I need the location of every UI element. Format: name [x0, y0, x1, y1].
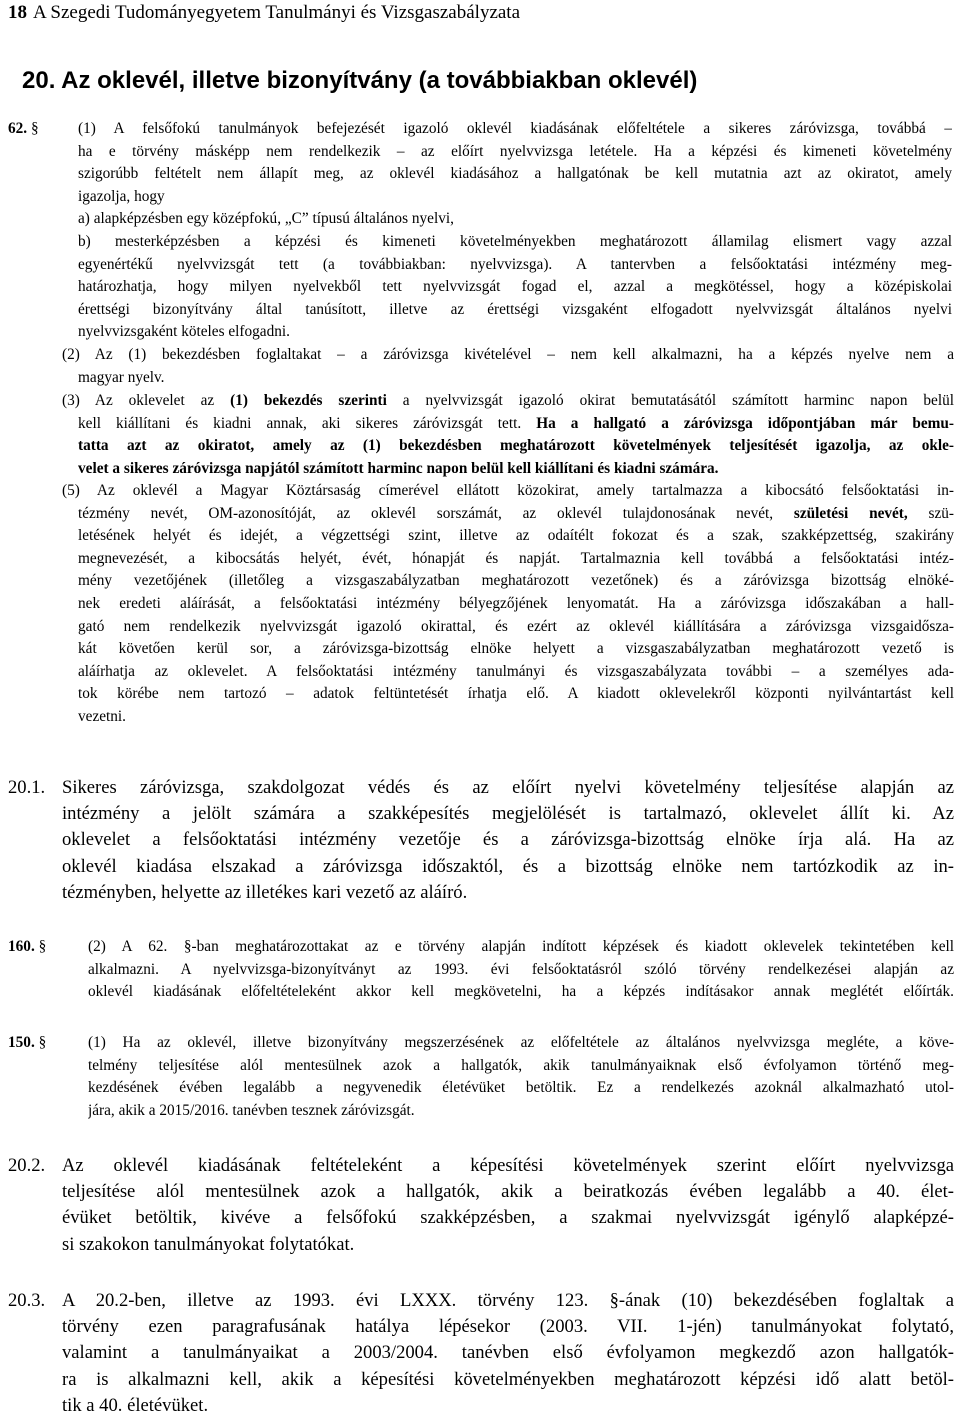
- section-20-2-number: 20.2.: [8, 1155, 46, 1176]
- section-sign-icon: §: [30, 120, 39, 137]
- page-number: 18: [8, 2, 27, 23]
- para-62-subsection-5: (5) Az oklevél a Magyar Köztársaság címerével ellátott közokirat, amely tartalmazza a kibocsátó felsőoktatási in-: [62, 482, 954, 499]
- para-62-subsection-3: (3) Az oklevelet az (1) bekezdés szerinti a nyelvvizsgát igazoló okirat bemutatásától számított harminc napon belül: [62, 392, 954, 409]
- section-sign-icon: §: [38, 938, 47, 955]
- para-62-subsection-2: (2) Az (1) bekezdésben foglaltakat – a záróvizsga kivételével – nem kell alkalmazni, ha a képzés nyelve nem a: [62, 346, 954, 363]
- para-150-body: (1) Ha az oklevél, illetve bizonyítvány megszerzésének az előfeltétele az általános nyelvvizsga megléte, a köve- telmény teljesítése alól mentesülnek azok a hallgatók, akik tanulmányaiknak első évfolyamon történő meg- kezdésének évében legalább a negyvenedik életévüket betöltik. Ez a rendelkezés azoknál alkalmazható utol- jára, akik a 2015/2016. tanévben tesznek záróvizsgát.: [88, 1034, 954, 1119]
- section-20-3-number: 20.3.: [8, 1290, 46, 1311]
- para-62-subsection-2-cont: magyar nyelv.: [78, 368, 165, 386]
- para-160-body: (2) A 62. §-ban meghatározottakat az e törvény alapján indított képzések és kiadott oklevelek tekintetében kell alkalmazni. A nyelvvizsga-bizonyítványt az 1993. évi felsőoktatásról szóló törvény rendelkezései alapján az oklevél kiadásának előfeltételeként akkor kell megkövetelni, ha a képzés indításakor annak meglétét előírták.: [88, 938, 954, 1001]
- para-62-lead-line: (1) A felsőfokú tanulmányok befejezését igazoló oklevél kiadásának előfeltétele a sikeres záróvizsga, továbbá –: [78, 120, 952, 137]
- running-title: A Szegedi Tudományegyetem Tanulmányi és Vizsgaszabályzata: [33, 2, 521, 23]
- section-20-3-body: A 20.2-ben, illetve az 1993. évi LXXX. törvény 123. §-ának (10) bekezdésében foglaltak a törvény ezen paragrafusának hatálya lépésekor (2003. VII. 1-jén) tanulmányokat folytató, valamint a tanulmányaikat a 2003/2004. tanévben első évfolyamon megkezdő azon hallgatók- ra is alkalmazni kell, akik a képesítési követelményekben meghatározott képzési idő alatt betöl- tik a 40. életévüket.: [62, 1290, 954, 1416]
- section-20-1-body: Sikeres záróvizsga, szakdolgozat védés és az előírt nyelvi követelmény teljesítése alapján az intézmény a jelölt számára a szakképesítés megjelölését is tartalmazó, oklevelet állít ki. Az oklevelet a felsőoktatási intézmény vezetője és a záróvizsga-bizottság elnöke írja alá. Ha az oklevél kiadása elszakad a záróvizsga időszaktól, és a bizottság elnöke nem tartózkodik az in- tézményben, helyette az illetékes kari vezető az aláíró.: [62, 777, 954, 903]
- section-20-2-body: Az oklevél kiadásának feltételeként a képesítési követelmények szerint előírt nyelvvizsga teljesítése alól mentesülnek azok a hallgatók, akik a beiratkozás évében legalább a 40. élet- évüket betöltik, kivéve a felsőfokú szakképzésben, a szakmai nyelvvizsgát igénylő alapképzé- si szakokon tanulmányokat folytatókat.: [62, 1155, 954, 1255]
- para-62-body: ha e törvény másképp nem rendelkezik – az előírt nyelvvizsga letétele. Ha a képzési és kimeneti követelmény szigorúbb feltételt nem állapít meg, az oklevél kiadásához a hallgatónak be kell mutatnia azt az okiratot, amely igazolja, hogy a) alapképzésben egy középfokú, „C” típusú általános nyelvi, b) mesterképzésben a képzési és kimeneti követelményekben meghatározott államilag elismert vagy azzal egyenértékű nyelvvizsgát tett (a továbbiakban: nyelvvizsga). A tantervben a felsőoktatási intézmény meg- határozhatja, hogy milyen nyelvekből tett nyelvvizsgát fogad el, azzal a megkötéssel, hogy a középiskolai érettségi bizonyítvány által tanúsított, illetve az érettségi vizsgaként elfogadott nyelvvizsgát általános nyelvi nyelvvizsgaként köteles elfogadni.: [78, 142, 952, 341]
- running-header: [8, 0, 520, 26]
- section-title: 20. Az oklevél, illetve bizonyítvány (a továbbiakban oklevél): [22, 67, 698, 94]
- section-20-1-number: 20.1.: [8, 777, 46, 798]
- para-62-subsection-5-cont: tézmény nevét, OM-azonosítóját, az oklevél sorszámát, az oklevél tulajdonosának nevét, születési nevét, szü- letésének helyét és idejét, a végzettségi szint, illetve az odaítélt fokozat és a szak, szakképzettség, szakirány megnevezését, a kibocsátás helyét, évét, hónapját és napját. Tartalmaznia kell továbbá a felsőoktatási intéz- mény vezetőjének (illetőleg a vizsgaszabályzatban meghatározott vezetőnek) és a záróvizsga bizottság elnöké- nek eredeti aláírását, a felsőoktatási intézmény bélyegzőjének lenyomatát. Ha a záróvizsga időszakában a hall- gató nem rendelkezik nyelvvizsgát igazoló okirattal, és ezért az oklevél kiállítására a záróvizsga vizsgaidősza- kát követően kerül sor, a záróvizsga-bizottság elnöke helyett a vizsgaszabályzatban meghatározott vezető is aláírhatja az oklevelet. A felsőoktatási intézmény tanulmányi és vizsgaszabályzata további – a személyes ada- tok körébe nem tartozó – adatok feltüntetését írhatja elő. A kiadott oklevelekről központi nyilvántartást kell vezetni.: [78, 504, 954, 725]
- para-150-number: 150. §: [8, 1032, 46, 1055]
- section-sign-icon: §: [38, 1034, 47, 1051]
- para-62-number: 62. §: [8, 118, 39, 141]
- para-62-subsection-3-cont: kell kiállítani és kiadni annak, aki sikeres záróvizsgát tett. Ha a hallgató a záróvizsga időpontjában már bemu- tatta azt az okiratot, amely az (1) bekezdésben meghatározott követelmények teljesítését igazolja, az okle- velet a sikeres záróvizsga napjától számított harminc napon belül kell kiállítani és kiadni számára.: [78, 414, 954, 477]
- para-160-number: 160. §: [8, 936, 46, 959]
